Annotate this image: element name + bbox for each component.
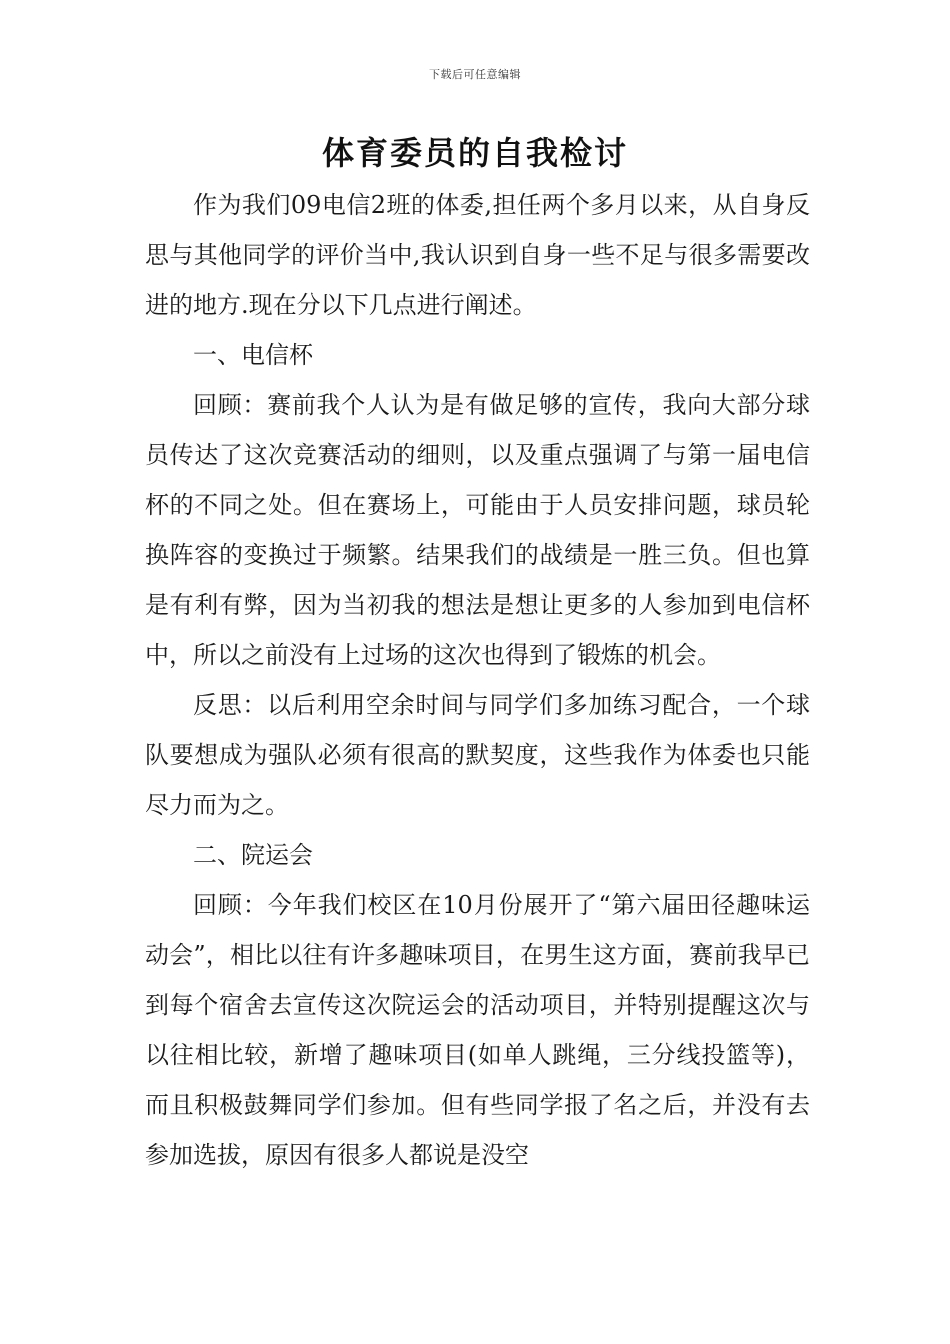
paragraph-telecom-cup-review: 回顾：赛前我个人认为是有做足够的宣传，我向大部分球员传达了这次竞赛活动的细则，以及重点强调了与第一届电信杯的不同之处。但在赛场上，可能由于人员安排问题，球员轮换阵容的变换过于频繁。结果我们的战绩是一胜三负。但也算是有利有弊，因为当初我的想法是想让更多的人参加到电信杯中，所以之前没有上过场的这次也得到了锻炼的机会。 [145, 391, 810, 669]
document-body [145, 180, 810, 1180]
section-heading-sports-meet: 二、院运会 [193, 841, 313, 869]
header-note: 下载后可任意编辑 [429, 68, 521, 81]
document-title: 体育委员的自我检讨 [321, 134, 628, 172]
section-heading-telecom-cup: 一、电信杯 [193, 341, 313, 369]
paragraph-telecom-cup-reflection: 反思：以后利用空余时间与同学们多加练习配合，一个球队要想成为强队必须有很高的默契度，这些我作为体委也只能尽力而为之。 [145, 691, 810, 819]
paragraph-intro: 作为我们09电信2班的体委,担任两个多月以来，从自身反思与其他同学的评价当中,我认识到自身一些不足与很多需要改进的地方.现在分以下几点进行阐述。 [145, 191, 810, 319]
paragraph-sports-meet-review: 回顾：今年我们校区在10月份展开了“第六届田径趣味运动会”，相比以往有许多趣味项目，在男生这方面，赛前我早已到每个宿舍去宣传这次院运会的活动项目，并特别提醒这次与以往相比较，新增了趣味项目(如单人跳绳，三分线投篮等)，而且积极鼓舞同学们参加。但有些同学报了名之后，并没有去参加选拔，原因有很多人都说是没空 [145, 891, 810, 1169]
